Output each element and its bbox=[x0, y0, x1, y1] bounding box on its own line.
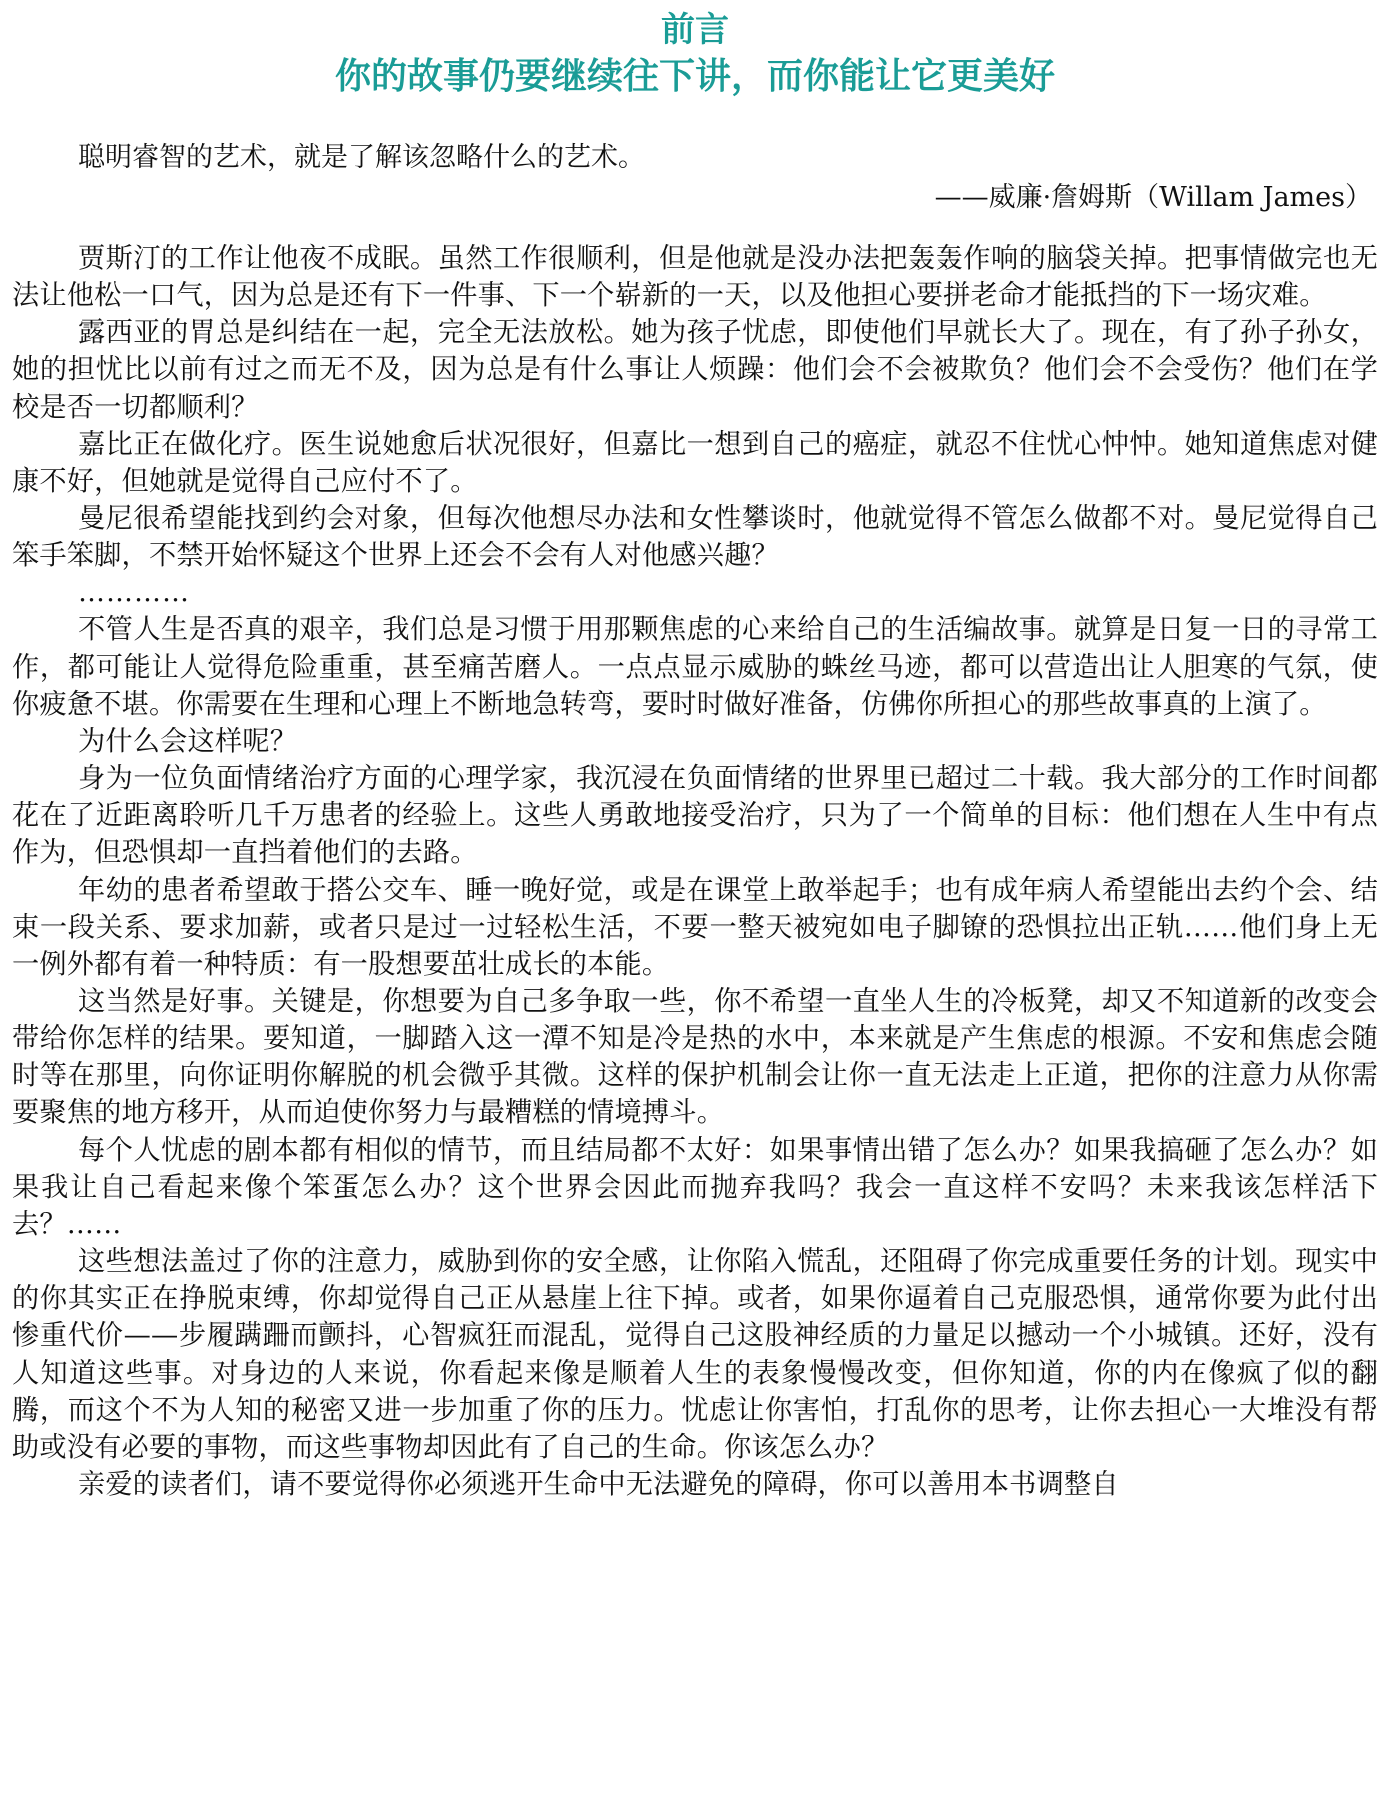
paragraph: 这些想法盖过了你的注意力，威胁到你的安全感，让你陷入慌乱，还阻碍了你完成重要任务的计划。现实中的你其实正在挣脱束缚，你却觉得自己正从悬崖上往下掉。或者，如果你逼着自己克服恐惧，通常你要为此付出惨重代价——步履蹒跚而颤抖，心智疯狂而混乱，觉得自己这股神经质的力量足以撼动一个小城镇。还好，没有人知道这些事。对身边的人来说，你看起来像是顺着人生的表象慢慢改变，但你知道，你的内在像疯了似的翻腾，而这个不为人知的秘密又进一步加重了你的压力。忧虑让你害怕，打乱你的思考，让你去担心一大堆没有帮助或没有必要的事物，而这些事物却因此有了自己的生命。你该怎么办？ bbox=[12, 1246, 1378, 1463]
epigraph-quote: 聪明睿智的艺术，就是了解该忽略什么的艺术。 bbox=[78, 142, 645, 173]
body-text bbox=[12, 240, 1378, 1503]
paragraph: 曼尼很希望能找到约会对象，但每次他想尽办法和女性攀谈时，他就觉得不管怎么做都不对。曼尼觉得自己笨手笨脚，不禁开始怀疑这个世界上还会不会有人对他感兴趣？ bbox=[12, 503, 1378, 572]
paragraph: 嘉比正在做化疗。医生说她愈后状况很好，但嘉比一想到自己的癌症，就忍不住忧心忡忡。她知道焦虑对健康不好，但她就是觉得自己应付不了。 bbox=[12, 428, 1378, 497]
paragraph: 不管人生是否真的艰辛，我们总是习惯于用那颗焦虑的心来给自己的生活编故事。就算是日复一日的寻常工作，都可能让人觉得危险重重，甚至痛苦磨人。一点点显示威胁的蛛丝马迹，都可以营造出让人胆寒的气氛，使你疲惫不堪。你需要在生理和心理上不断地急转弯，要时时做好准备，仿佛你所担心的那些故事真的上演了。 bbox=[12, 614, 1378, 720]
paragraph: 每个人忧虑的剧本都有相似的情节，而且结局都不太好：如果事情出错了怎么办？如果我搞砸了怎么办？如果我让自己看起来像个笨蛋怎么办？这个世界会因此而抛弃我吗？我会一直这样不安吗？未来我该怎样活下去？…… bbox=[12, 1134, 1378, 1240]
paragraph: 这当然是好事。关键是，你想要为自己多争取一些，你不希望一直坐人生的冷板凳，却又不知道新的改变会带给你怎样的结果。要知道，一脚踏入这一潭不知是冷是热的水中，本来就是产生焦虑的根源。不安和焦虑会随时等在那里，向你证明你解脱的机会微乎其微。这样的保护机制会让你一直无法走上正道，把你的注意力从你需要聚焦的地方移开，从而迫使你努力与最糟糕的情境搏斗。 bbox=[12, 985, 1378, 1129]
document-page bbox=[12, 0, 1378, 1800]
epigraph-attribution: ——威廉·詹姆斯（Willam James） bbox=[934, 182, 1372, 213]
paragraph: 露西亚的胃总是纠结在一起，完全无法放松。她为孩子忧虑，即使他们早就长大了。现在，有了孙子孙女，她的担忧比以前有过之而无不及，因为总是有什么事让人烦躁：他们会不会被欺负？他们会不会受伤？他们在学校是否一切都顺利？ bbox=[12, 317, 1378, 423]
paragraph: 为什么会这样呢？ bbox=[78, 725, 298, 757]
paragraph: 贾斯汀的工作让他夜不成眠。虽然工作很顺利，但是他就是没办法把轰轰作响的脑袋关掉。把事情做完也无法让他松一口气，因为总是还有下一件事、下一个崭新的一天，以及他担心要拼老命才能抵挡的下一场灾难。 bbox=[12, 243, 1378, 312]
paragraph: 身为一位负面情绪治疗方面的心理学家，我沉浸在负面情绪的世界里已超过二十载。我大部分的工作时间都花在了近距离聆听几千万患者的经验上。这些人勇敢地接受治疗，只为了一个简单的目标：他们想在人生中有点作为，但恐惧却一直挡着他们的去路。 bbox=[12, 763, 1378, 869]
paragraph: 亲爱的读者们，请不要觉得你必须逃开生命中无法避免的障碍，你可以善用本书调整自 bbox=[78, 1469, 1119, 1500]
chapter-title: 前言 bbox=[661, 10, 729, 50]
section-ellipsis: ………… bbox=[78, 577, 190, 609]
paragraph: 年幼的患者希望敢于搭公交车、睡一晚好觉，或是在课堂上敢举起手；也有成年病人希望能出去约个会、结束一段关系、要求加薪，或者只是过一过轻松生活，不要一整天被宛如电子脚镣的恐惧拉出正轨……他们身上无一例外都有着一种特质：有一股想要茁壮成长的本能。 bbox=[12, 874, 1378, 980]
chapter-subtitle: 你的故事仍要继续往下讲，而你能让它更美好 bbox=[334, 56, 1055, 97]
